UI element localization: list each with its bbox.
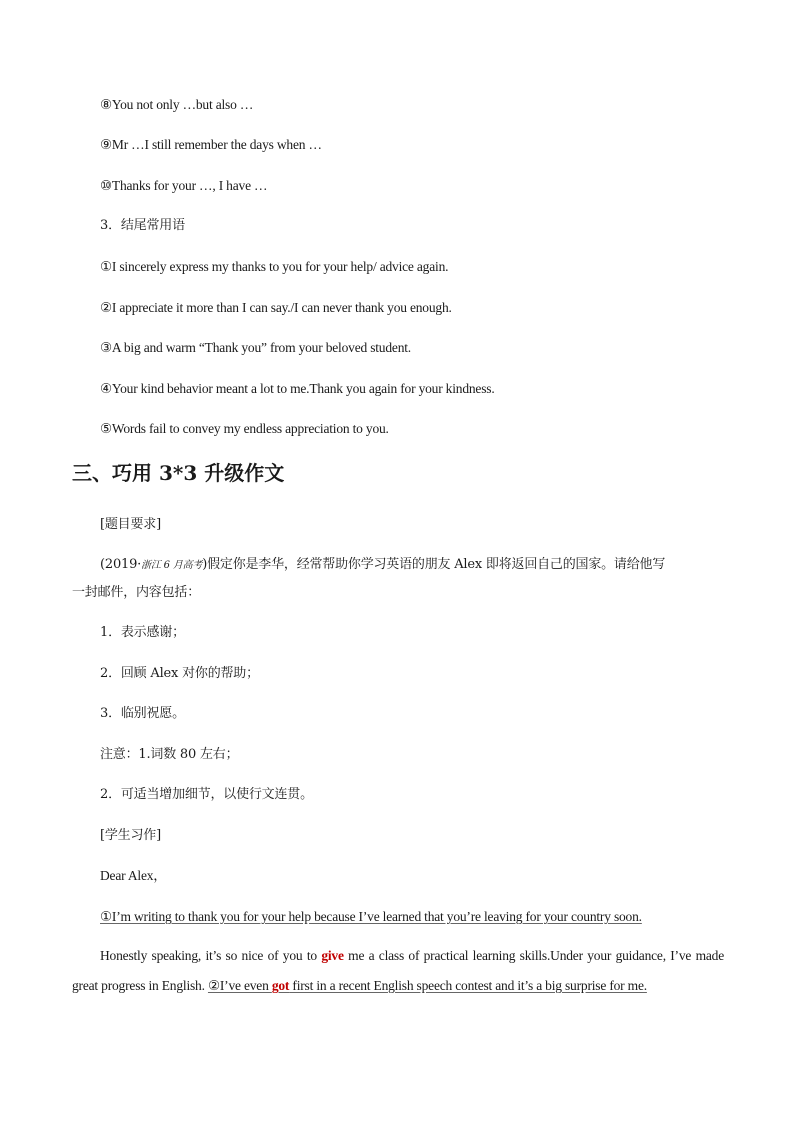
closing-item-3: ③A big and warm “Thank you” from your beloved student.	[100, 340, 411, 355]
task-point-1: 1．表示感谢；	[100, 625, 185, 640]
task-intro-prefix: (2019·	[100, 557, 142, 572]
highlight-give: give	[321, 948, 344, 963]
letter-sentence-1: ①I’m writing to thank you for your help because I’ve learned that you’re leaving for your country soon.	[100, 909, 642, 924]
closing-item-2: ②I appreciate it more than I can say./I can never thank you enough.	[100, 300, 452, 315]
phrase-item-9: ⑨Mr …I still remember the days when …	[100, 137, 322, 152]
letter-greeting: Dear Alex，	[100, 868, 167, 883]
p2-text-c: ②I’ve even	[207, 978, 272, 993]
task-note-2: 2．可适当增加细节，以使行文连贯。	[100, 787, 313, 802]
p2-text-b: me a class of practical learning skills.Under your guidance, I’ve made great progress in English.	[72, 948, 725, 993]
task-label: [题目要求]	[100, 517, 161, 532]
section-heading: 三、巧用 3*3 升级作文	[72, 461, 285, 485]
highlight-got: got	[271, 978, 290, 993]
letter-paragraph-2	[72, 941, 724, 1001]
task-intro-line1	[100, 556, 665, 575]
task-intro-text: )假定你是李华，经常帮助你学习英语的朋友 Alex 即将返回自己的国家。请给他写	[202, 557, 666, 572]
closing-item-1: ①I sincerely express my thanks to you for your help/ advice again.	[100, 259, 449, 274]
p2-text-d: first in a recent English speech contest and it’s a big surprise for me.	[289, 978, 647, 993]
closing-item-5: ⑤Words fail to convey my endless appreciation to you.	[100, 421, 389, 436]
task-point-3: 3．临别祝愿。	[100, 706, 185, 721]
p2-sentence-2	[208, 978, 647, 993]
task-point-2: 2．回顾 Alex 对你的帮助；	[100, 666, 259, 681]
student-label: [学生习作]	[100, 828, 161, 843]
task-note-1: 注意：1.词数 80 左右；	[100, 747, 239, 762]
closing-title: 3．结尾常用语	[100, 218, 185, 233]
task-source: 浙江 6 月高考	[141, 560, 203, 571]
phrase-item-8: ⑧You not only …but also …	[100, 97, 254, 112]
phrase-item-10: ⑩Thanks for your …, I have …	[100, 178, 268, 193]
p2-text-a: Honestly speaking, it’s so nice of you to	[100, 948, 322, 963]
task-intro-line2: 一封邮件，内容包括：	[72, 585, 201, 600]
closing-item-4: ④Your kind behavior meant a lot to me.Thank you again for your kindness.	[100, 381, 495, 396]
